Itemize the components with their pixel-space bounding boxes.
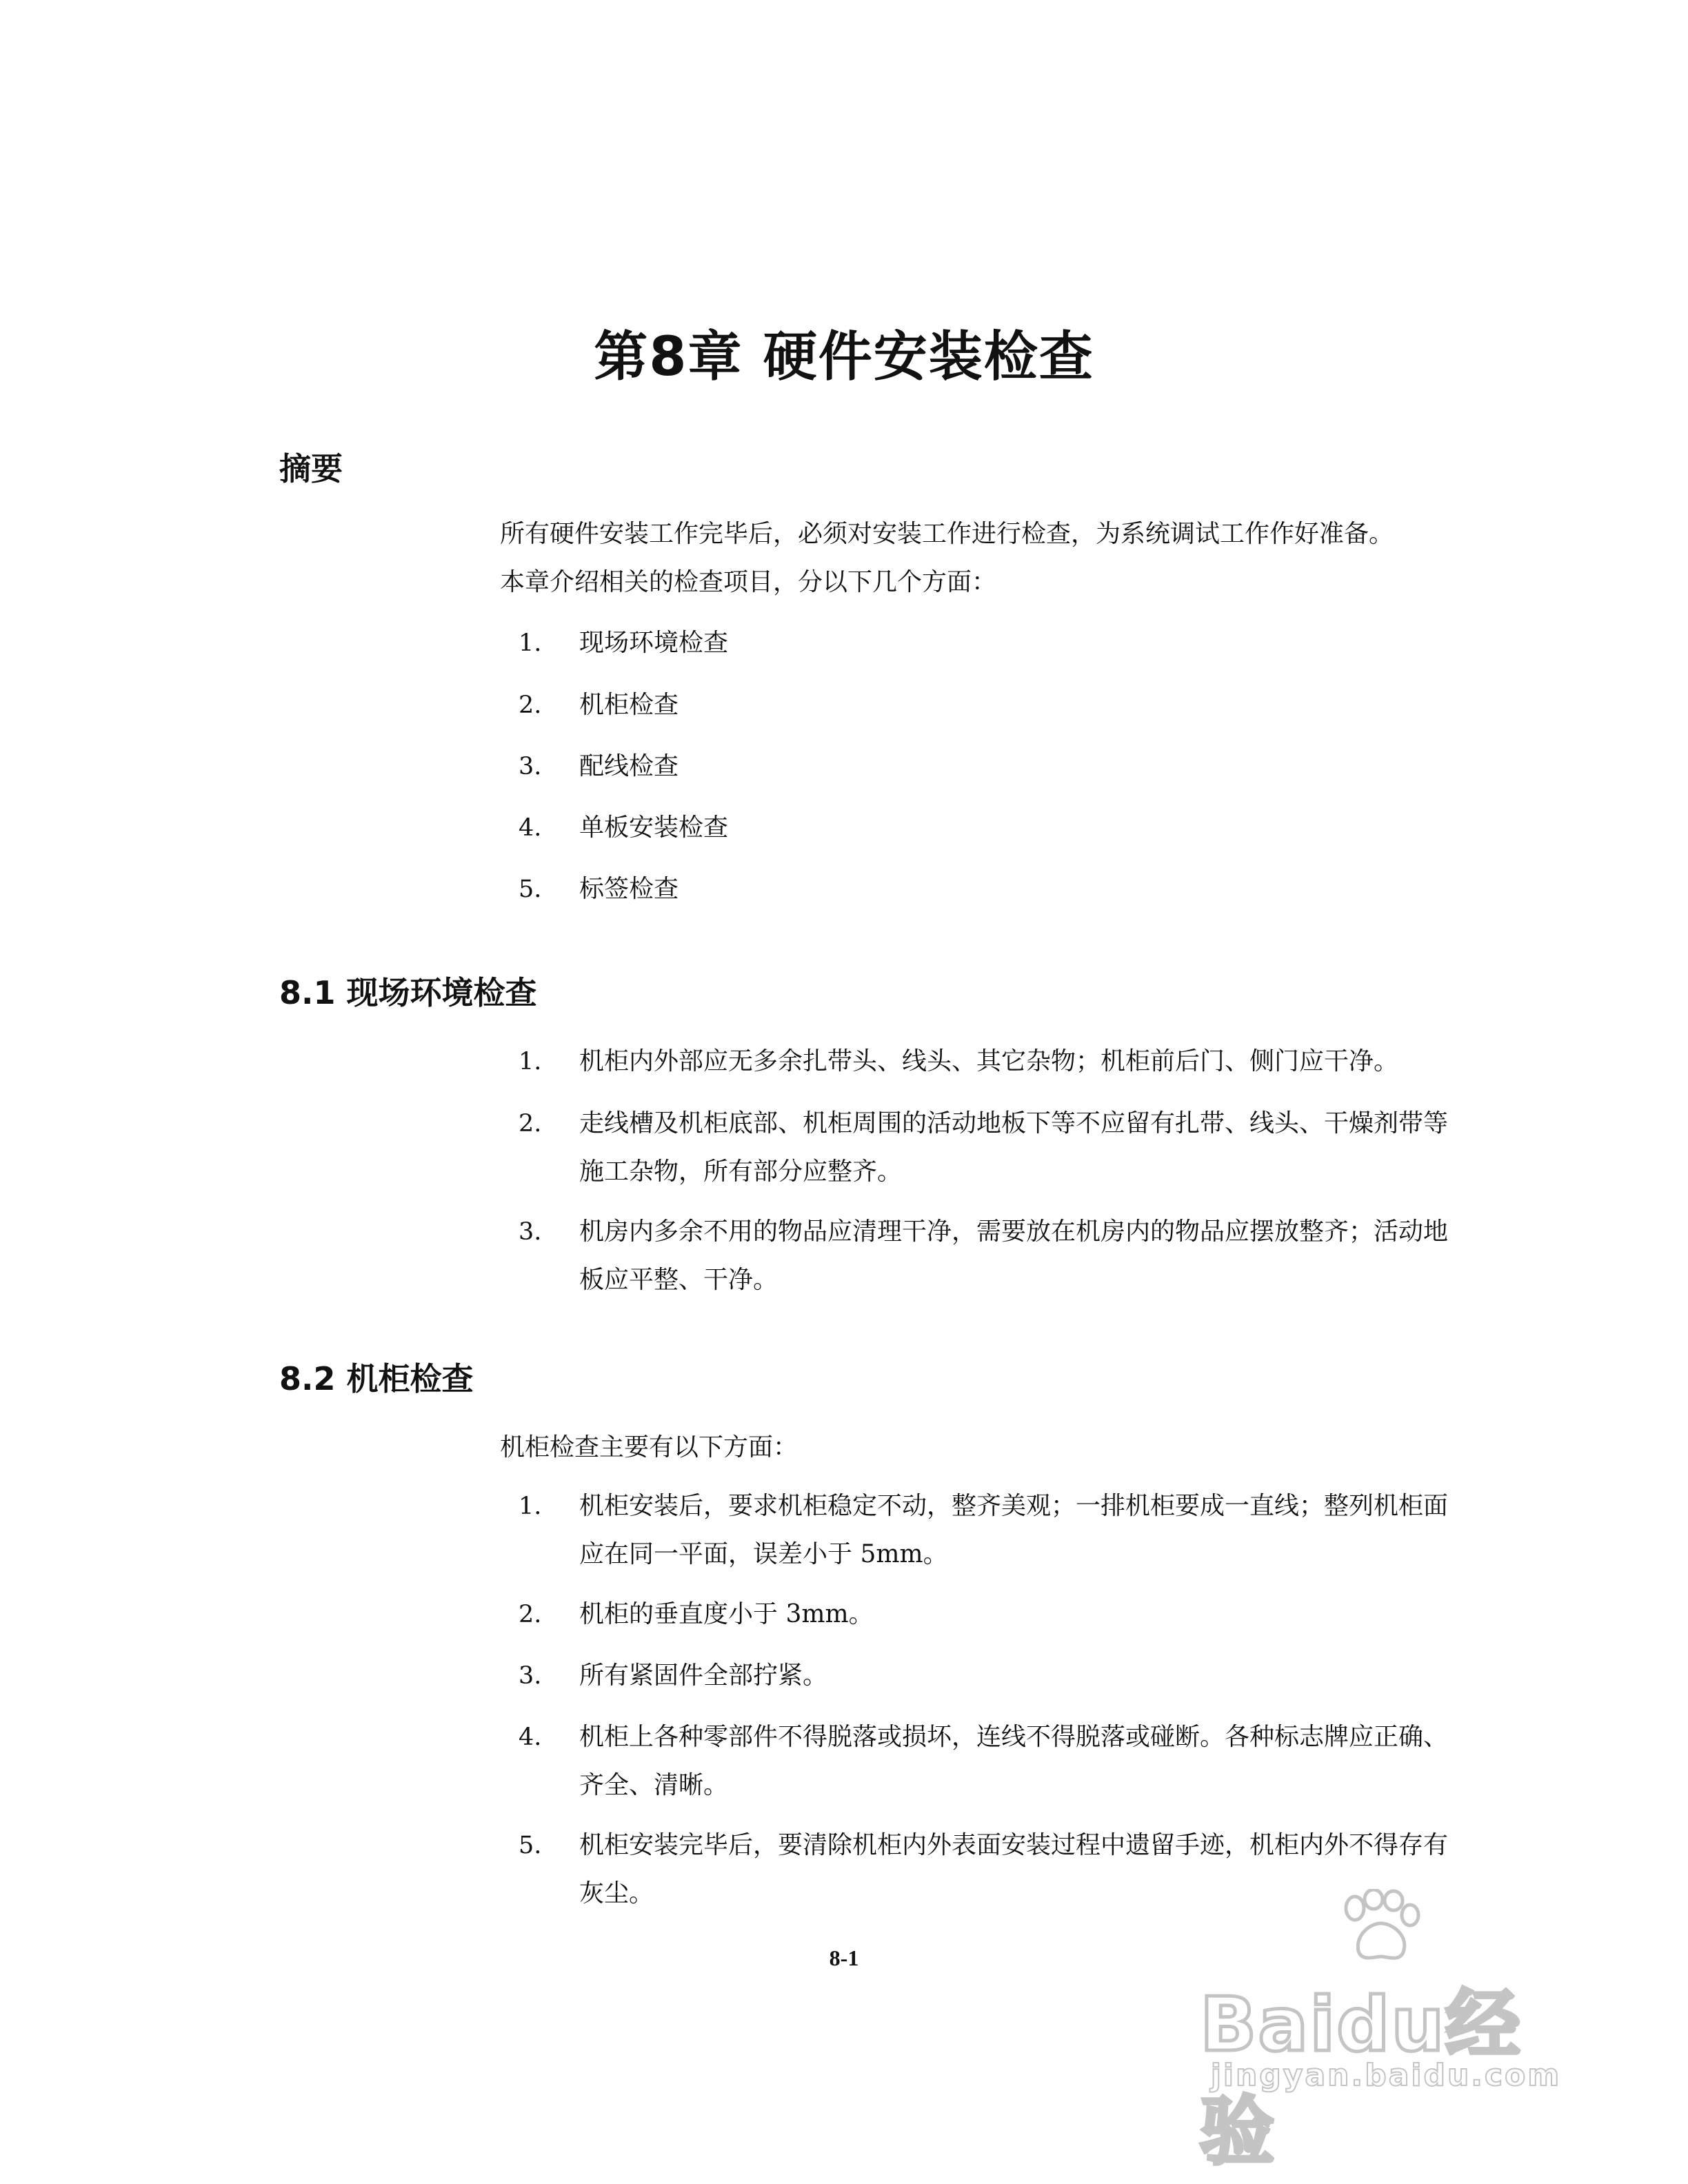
watermark [1186,1889,1572,2175]
chapter-title: 第8章 硬件安装检查 [594,326,1094,388]
list-item-number: 3. [519,1218,542,1246]
list-item-number: 1. [519,1493,542,1520]
list-item-number: 3. [519,753,542,780]
section-8-1-heading: 8.1 现场环境检查 [279,974,537,1011]
watermark-url: jingyan.baidu.com [1210,2058,1562,2093]
list-item-text: 所有紧固件全部拧紧。 [579,1661,828,1690]
summary-paragraph-line-2: 本章介绍相关的检查项目，分以下几个方面： [500,568,997,596]
list-item-text: 机柜内外部应无多余扎带头、线头、其它杂物；机柜前后门、侧门应干净。 [579,1047,1399,1075]
list-item-number: 1. [519,1048,542,1075]
list-item-number: 5. [519,876,542,903]
watermark-brand: Baidu经验 [1200,1982,1522,2175]
list-item-number: 2. [519,1110,542,1138]
list-item-text: 机柜的垂直度小于 3mm。 [579,1600,874,1628]
list-item-text: 走线槽及机柜底部、机柜周围的活动地板下等不应留有扎带、线头、干燥剂带等施工杂物，所有部分应整齐。 [579,1109,1449,1186]
list-item-text: 现场环境检查 [579,629,729,657]
list-item-number: 5. [519,1832,542,1859]
list-item-number: 2. [519,691,542,719]
list-item-text: 机柜检查 [579,691,679,719]
list-item-number: 2. [519,1601,542,1628]
list-item-number: 4. [519,1723,542,1751]
list-item-text: 单板安装检查 [579,813,729,842]
list-item-text: 机柜安装完毕后，要清除机柜内外表面安装过程中遗留手迹，机柜内外不得存有灰尘。 [579,1831,1449,1908]
list-item-text: 机柜上各种零部件不得脱落或损坏，连线不得脱落或碰断。各种标志牌应正确、齐全、清晰。 [579,1723,1449,1799]
summary-heading: 摘要 [279,450,343,487]
summary-paragraph-line-1: 所有硬件安装工作完毕后，必须对安装工作进行检查，为系统调试工作作好准备。 [500,520,1394,548]
list-item-number: 4. [519,814,542,842]
paw-icon [1334,1889,1424,1965]
section-8-2-intro: 机柜检查主要有以下方面： [500,1433,798,1462]
list-item-number: 1. [519,629,542,657]
list-item-number: 3. [519,1662,542,1690]
list-item-text: 配线检查 [579,752,679,780]
list-item-text: 机房内多余不用的物品应清理干净，需要放在机房内的物品应摆放整齐；活动地板应平整、干净。 [579,1217,1449,1294]
list-item-text: 机柜安装后，要求机柜稳定不动，整齐美观；一排机柜要成一直线；整列机柜面应在同一平面，误差小于 5mm。 [579,1492,1449,1568]
section-8-2-heading: 8.2 机柜检查 [279,1360,474,1397]
page-number: 8-1 [829,1945,859,1970]
list-item-text: 标签检查 [579,875,679,903]
